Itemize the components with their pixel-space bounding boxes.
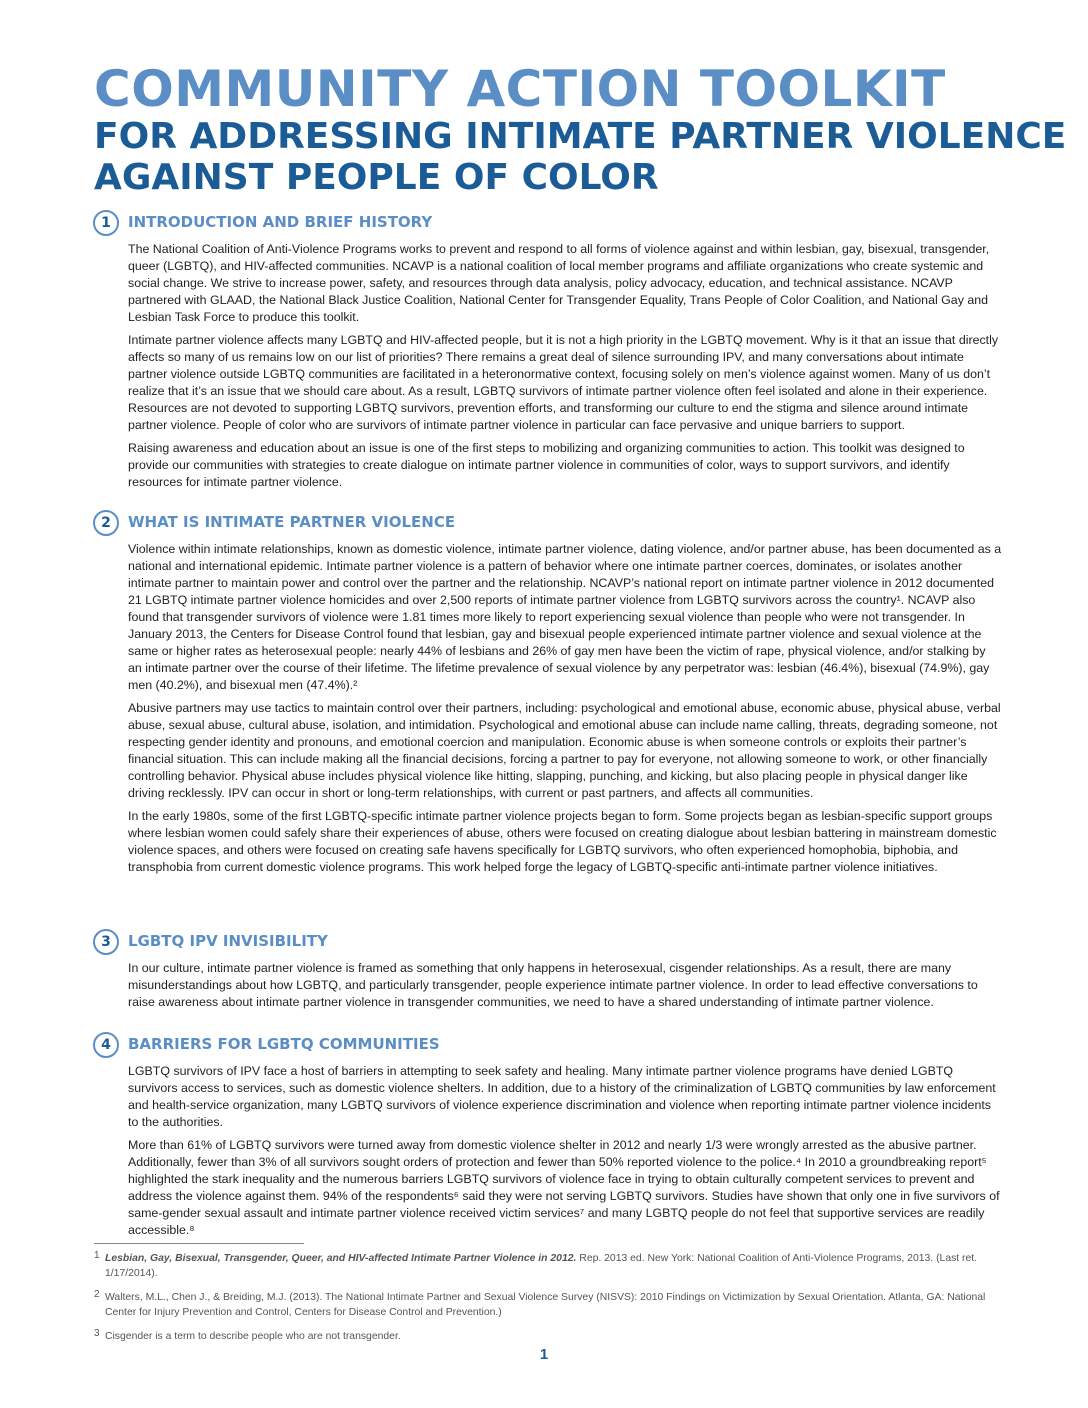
paragraph: Violence within intimate relationships, known as domestic violence, intimate partner violence, dating violence, and/or partner abuse, has been documented as a national and international epidemic. Intimate partner violence is a pattern of behavior where one intimate partner coerces, dominates, or isolates another intimate partner to maintain power and control over the partner and the relationship. NCAVP’s national report on intimate partner violence in 2012 documented 21 LGBTQ intimate partner violence homicides and over 2,500 reports of intimate partner violence from LGBTQ survivors across the country¹. NCAVP also found that transgender survivors of violence were 1.81 times more likely to report experiencing sexual violence than people who were not transgender. In January 2013, the Centers for Disease Control found that lesbian, gay and bisexual people experienced intimate partner violence and sexual violence at the same or higher rates as heterosexual people: nearly 44% of lesbians and 26% of gay men have been the victim of rape, physical violence, and/or stalking by an intimate partner over the course of their lifetime. The lifetime prevalence of sexual violence by any perpetrator was: lesbian (46.4%), bisexual (74.9%), gay men (40.2%), and bisexual men (47.4%).² [128,542,1002,692]
section-heading: INTRODUCTION AND BRIEF HISTORY [128,213,433,231]
paragraph: Intimate partner violence affects many LGBTQ and HIV-affected people, but it is not a high priority in the LGBTQ movement. Why is it that an issue that directly affects so many of us remains low on our list of priorities? There remains a great deal of silence surrounding IPV, and many conversations about intimate partner violence outside LGBTQ communities are facilitated in a heteronormative context, focusing solely on men’s violence against women. Many of us don’t realize that it’s an issue that we should care about. As a result, LGBTQ survivors of intimate partner violence often feel isolated and alone in their experience. Resources are not devoted to supporting LGBTQ survivors, prevention efforts, and transforming our culture to end the stigma and silence around intimate partner violence. People of color who are survivors of intimate partner violence in particular can face pervasive and unique barriers to support. [128,333,999,432]
footnote-italic-title: Lesbian, Gay, Bisexual, Transgender, Queer, and HIV-affected Intimate Partner Violence in 2012. [105,1253,577,1264]
section-introduction [0,210,1088,491]
section-number-badge: 2 [93,510,119,536]
paragraph: Abusive partners may use tactics to maintain control over their partners, including: psychological and emotional abuse, economic abuse, physical abuse, verbal abuse, sexual abuse, cultural abuse, isolation, and intimidation. Psychological and emotional abuse can include name calling, threats, degrading someone, not respecting gender identity and pronouns, and emotional coercion and manipulation. Economic abuse is when someone controls or exploits their partner’s financial situation. This can include making all the financial decisions, forcing a partner to pay for everyone, not allowing someone to work, or other financially controlling behavior. Physical abuse includes physical violence like hitting, slapping, punching, and kicking, but also placing people in physical danger like driving recklessly. IPV can occur in short or long-term relationships, with current or past partners, and affects all communities. [128,701,1001,800]
paragraph: Raising awareness and education about an issue is one of the first steps to mobilizing and organizing communities to action. This toolkit was designed to provide our communities with strategies to create dialogue on intimate partner violence in communities of color, ways to support survivors, and identify resources for intimate partner violence. [128,441,965,489]
footnote [94,1290,994,1320]
section-number-badge: 3 [93,929,119,955]
paragraph: The National Coalition of Anti-Violence Programs works to prevent and respond to all forms of violence against and within lesbian, gay, bisexual, transgender, queer (LGBTQ), and HIV-affected communities. NCAVP is a national coalition of local member programs and affiliate organizations who create systemic and social change. We strive to increase power, safety, and resources through data analysis, policy advocacy, education, and technical assistance. NCAVP partnered with GLAAD, the National Black Justice Coalition, National Center for Transgender Equality, Trans People of Color Coalition, and National Gay and Lesbian Task Force to produce this toolkit. [128,242,990,324]
section-what-is-ipv [0,510,1088,876]
paragraph: More than 61% of LGBTQ survivors were turned away from domestic violence shelter in 2012 and nearly 1/3 were wrongly arrested as the abusive partner. Additionally, fewer than 3% of all survivors sought orders of protection and fewer than 50% reported violence to the police.⁴ In 2010 a groundbreaking report⁵ highlighted the stark inequality and the numerous barriers LGBTQ survivors of violence face in trying to obtain culturally competent services to prevent and address the violence against them. 94% of the respondents⁶ said they were not serving LGBTQ survivors. Studies have shown that only one in five survivors of same-gender sexual assault and intimate partner violence received victim services⁷ and many LGBTQ people do not feel that supportive services are readily accessible.⁸ [128,1138,1000,1237]
document-subtitle-line-1: FOR ADDRESSING INTIMATE PARTNER VIOLENCE [94,116,1067,157]
document-title: COMMUNITY ACTION TOOLKIT [94,60,946,118]
paragraph: In our culture, intimate partner violence is framed as something that only happens in heterosexual, cisgender relationships. As a result, there are many misunderstandings about how LGBTQ, and particularly transgender, people experience intimate partner violence. In order to lead effective conversations to raise awareness about intimate partner violence in transgender communities, we need to have a shared understanding of intimate partner violence. [128,961,978,1009]
footnote-text: Cisgender is a term to describe people who are not transgender. [105,1331,401,1342]
section-heading: WHAT IS INTIMATE PARTNER VIOLENCE [128,513,456,531]
footnote-number: 3 [94,1328,100,1339]
document-subtitle-line-2: AGAINST PEOPLE OF COLOR [94,157,659,198]
section-number-badge: 4 [93,1032,119,1058]
footnote [94,1251,994,1281]
section-heading: BARRIERS FOR LGBTQ COMMUNITIES [128,1035,440,1053]
page-number: 1 [539,1346,549,1363]
footnote-number: 2 [94,1289,100,1300]
section-header [0,510,1088,534]
section-ipv-invisibility [0,929,1088,1011]
paragraph: In the early 1980s, some of the first LGBTQ-specific intimate partner violence projects began to form. Some projects began as lesbian-specific support groups where lesbian women could safely share their experiences of abuse, others were focused on creating dialogue about lesbian battering in mainstream domestic violence spaces, and others were focused on creating safe havens specifically for LGBTQ survivors, who often experienced homophobia, biphobia, and transphobia from current domestic violence programs. This work helped forge the legacy of LGBTQ-specific anti-intimate partner violence initiatives. [128,809,997,874]
footnote-text: Walters, M.L., Chen J., & Breiding, M.J. (2013). The National Intimate Partner and Sexual Violence Survey (NISVS): 2010 Findings on Victimization by Sexual Orientation. Atlanta, GA: National Center for Injury Prevention and Control, Centers for Disease Control and Prevention.) [105,1292,986,1318]
section-header [0,1032,1088,1056]
footnote-number: 1 [94,1250,100,1261]
footnote-divider [94,1243,304,1244]
footnote [94,1329,994,1344]
footnote-text: Rep. 2013 ed. New York: National Coalition of Anti-Violence Programs, 2013. (Last ret. 1/17/2014). [105,1253,978,1279]
section-barriers [0,1032,1088,1239]
paragraph: LGBTQ survivors of IPV face a host of barriers in attempting to seek safety and healing. Many intimate partner violence programs have denied LGBTQ survivors access to services, such as domestic violence shelters. In addition, due to a history of the criminalization of LGBTQ communities by law enforcement and health-service organization, many LGBTQ survivors of violence experience discrimination and violence when reporting intimate partner violence incidents to the authorities. [128,1064,996,1129]
section-header [0,929,1088,953]
section-header [0,210,1088,234]
section-number-badge: 1 [93,210,119,236]
section-heading: LGBTQ IPV INVISIBILITY [128,932,328,950]
